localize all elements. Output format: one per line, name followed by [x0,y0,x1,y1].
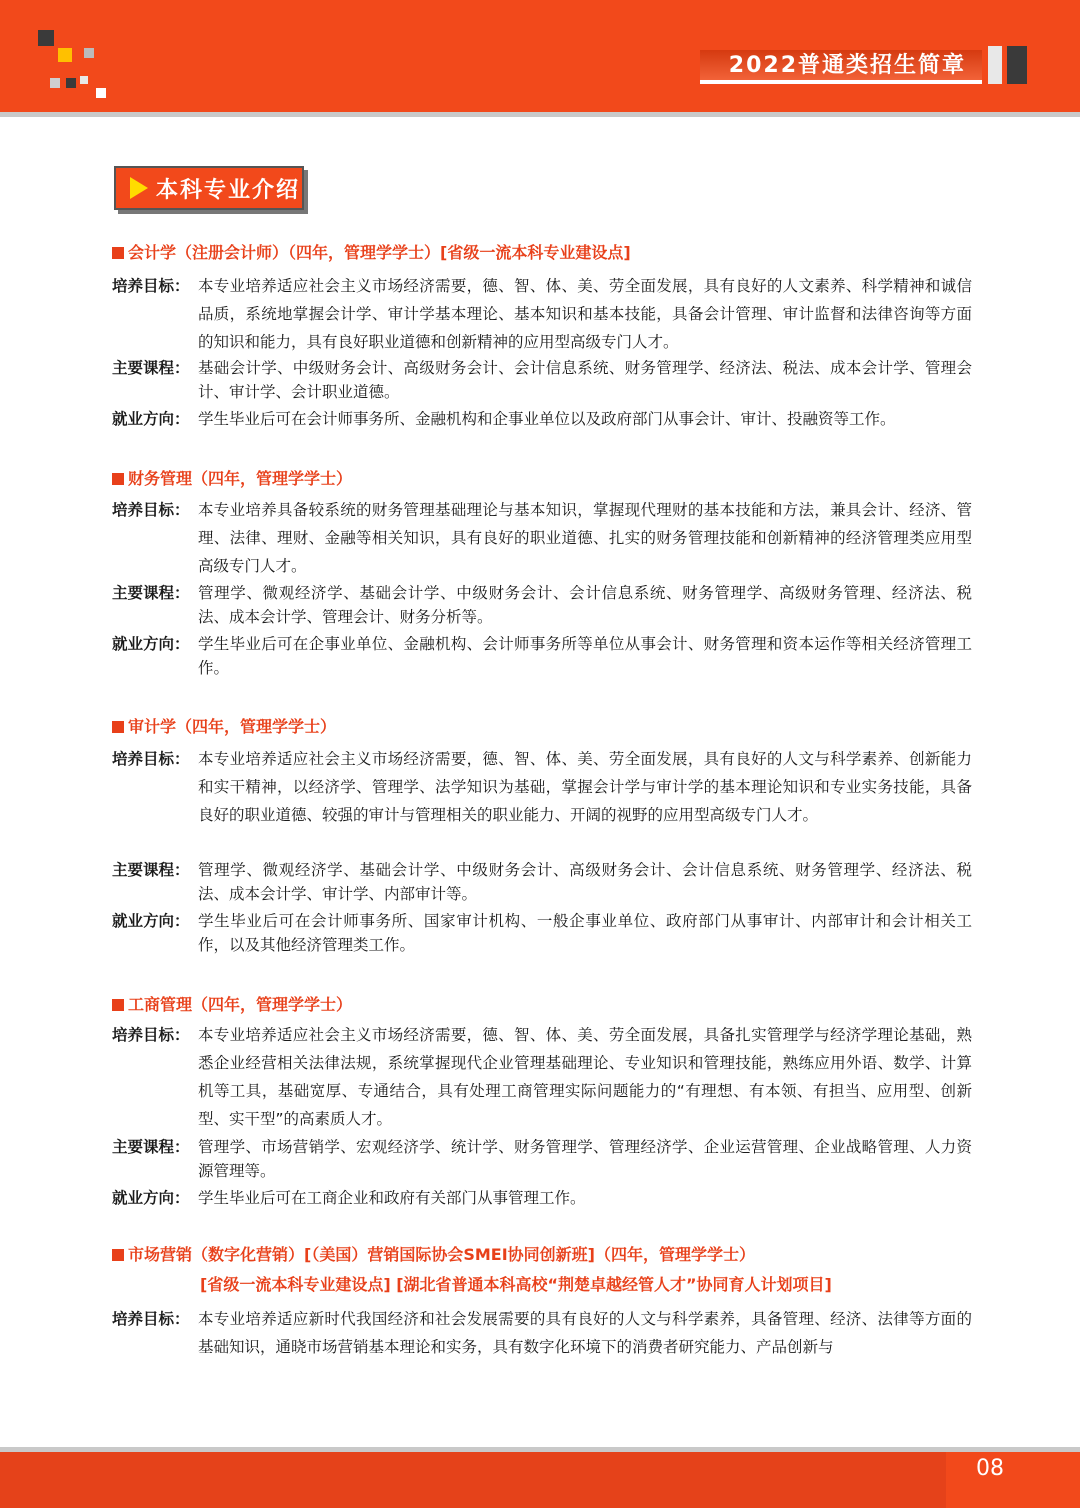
decor-square [96,88,106,98]
major-subtitle: [省级一流本科专业建设点] [湖北省普通本科高校“荆楚卓越经管人才”协同育人计划项目] [200,1275,832,1294]
courses-text: 管理学、微观经济学、基础会计学、中级财务会计、会计信息系统、财务管理学、高级财务管理、经济法、税法、成本会计学、管理会计、财务分析等。 [198,584,972,626]
major-goal [112,1021,972,1133]
decor-square [38,30,54,46]
header-divider [0,112,1080,117]
square-bullet-icon [112,999,124,1011]
decor-square [84,48,94,58]
career-text: 学生毕业后可在企事业单位、金融机构、会计师事务所等单位从事会计、财务管理和资本运作等相关经济管理工作。 [198,635,972,677]
play-arrow-icon [130,177,148,199]
major-courses [112,858,972,906]
section-header [114,166,304,210]
career-text: 学生毕业后可在会计师事务所、金融机构和企事业单位以及政府部门从事会计、审计、投融资等工作。 [198,410,896,428]
career-text: 学生毕业后可在工商企业和政府有关部门从事管理工作。 [198,1189,586,1207]
major-title [112,992,352,1015]
major-goal [112,272,972,356]
major-courses [112,356,972,404]
decor-square [58,48,72,62]
goal-text: 本专业培养适应新时代我国经济和社会发展需要的具有良好的人文与科学素养，具备管理、经济、法律等方面的基础知识，通晓市场营销基本理论和实务，具有数字化环境下的消费者研究能力、产品创新与 [198,1310,972,1356]
goal-label: 培养目标： [112,750,190,768]
major-title-text: 财务管理（四年，管理学学士） [128,469,353,488]
footer-tab [0,1452,946,1508]
major-title-text: 市场营销（数字化营销）[（美国）营销国际协会SMEI协同创新班]（四年，管理学学士） [128,1245,755,1264]
goal-label: 培养目标： [112,1026,190,1044]
courses-text: 管理学、市场营销学、宏观经济学、统计学、财务管理学、管理经济学、企业运营管理、企业战略管理、人力资源管理等。 [198,1138,972,1180]
decor-square [66,78,76,88]
major-goal [112,496,972,580]
goal-text: 本专业培养具备较系统的财务管理基础理论与基本知识，掌握现代理财的基本技能和方法，兼具会计、经济、管理、法律、理财、金融等相关知识，具有良好的职业道德、扎实的财务管理技能和创新精神的经济管理类应用型高级专门人才。 [198,501,972,575]
courses-label: 主要课程： [112,1138,190,1156]
career-label: 就业方向： [112,912,190,930]
major-title-text: 审计学（四年，管理学学士） [128,717,337,736]
title-accent-bar [1007,46,1027,84]
courses-text: 基础会计学、中级财务会计、高级财务会计、会计信息系统、财务管理学、经济法、税法、成本会计学、管理会计、审计学、会计职业道德。 [198,359,972,401]
major-title [112,714,336,737]
major-title [112,466,352,489]
goal-label: 培养目标： [112,277,190,295]
section-title: 本科专业介绍 [156,177,301,203]
major-title [112,1242,755,1265]
major-title-text: 工商管理（四年，管理学学士） [128,995,353,1014]
major-career [112,909,972,957]
goal-text: 本专业培养适应社会主义市场经济需要，德、智、体、美、劳全面发展，具备扎实管理学与经济学理论基础，熟悉企业经营相关法律法规，系统掌握现代企业管理基础理论、专业知识和管理技能，熟练应用外语、数学、计算机等工具，基础宽厚、专通结合，具有处理工商管理实际问题能力的“有理想、有本领、有担当、应用型、创新型、实干型”的高素质人才。 [198,1026,972,1128]
career-label: 就业方向： [112,635,190,653]
major-title-text: 会计学（注册会计师）（四年，管理学学士）[省级一流本科专业建设点] [128,243,631,262]
career-label: 就业方向： [112,410,190,428]
square-bullet-icon [112,473,124,485]
major-courses [112,581,972,629]
square-bullet-icon [112,721,124,733]
major-career [112,632,972,680]
decor-square [80,76,88,84]
courses-text: 管理学、微观经济学、基础会计学、中级财务会计、高级财务会计、会计信息系统、财务管理学、经济法、税法、成本会计学、审计学、内部审计等。 [198,861,972,903]
square-bullet-icon [112,1249,124,1261]
goal-text: 本专业培养适应社会主义市场经济需要，德、智、体、美、劳全面发展，具有良好的人文素养、科学精神和诚信品质，系统地掌握会计学、审计学基本理论、基本知识和基本技能，具备会计管理、审计监督和法律咨询等方面的知识和能力，具有良好职业道德和创新精神的应用型高级专门人才。 [198,277,972,351]
title-accent-bar [988,46,1002,84]
goal-text: 本专业培养适应社会主义市场经济需要，德、智、体、美、劳全面发展，具有良好的人文与科学素养、创新能力和实干精神，以经济学、管理学、法学知识为基础，掌握会计学与审计学的基本理论知识和专业实务技能，具备良好的职业道德、较强的审计与管理相关的职业能力、开阔的视野的应用型高级专门人才。 [198,750,972,824]
decor-square [50,78,60,88]
courses-label: 主要课程： [112,359,190,377]
brochure-title: 2022普通类招生简章 [700,50,982,84]
goal-label: 培养目标： [112,1310,190,1328]
page-number: 08 [976,1456,1004,1481]
major-career [112,407,972,433]
major-goal [112,745,972,857]
career-text: 学生毕业后可在会计师事务所、国家审计机构、一般企事业单位、政府部门从事审计、内部审计和会计相关工作，以及其他经济管理类工作。 [198,912,972,954]
major-goal [112,1305,972,1361]
square-bullet-icon [112,247,124,259]
career-label: 就业方向： [112,1189,190,1207]
major-title [112,240,631,263]
major-courses [112,1135,972,1183]
courses-label: 主要课程： [112,861,190,879]
major-career [112,1186,972,1212]
courses-label: 主要课程： [112,584,190,602]
goal-label: 培养目标： [112,501,190,519]
